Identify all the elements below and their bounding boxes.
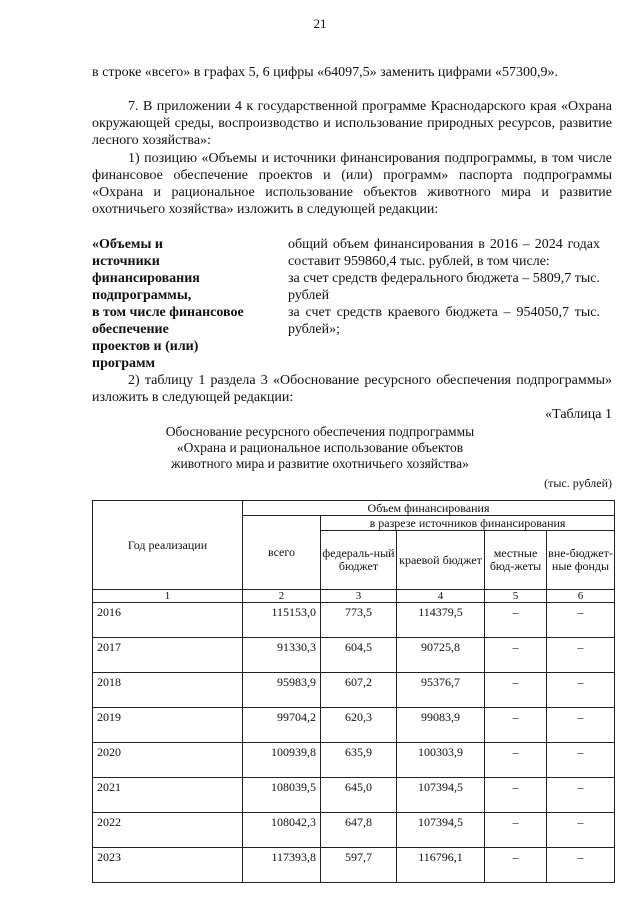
cell-local: –	[485, 813, 547, 848]
cell-year: 2020	[93, 743, 243, 778]
cell-total: 91330,3	[243, 638, 321, 673]
cell-local: –	[485, 743, 547, 778]
cell-local: –	[485, 673, 547, 708]
cell-local: –	[485, 778, 547, 813]
passport-value	[288, 236, 600, 338]
column-number: 3	[321, 590, 397, 603]
cell-federal: 773,5	[321, 603, 397, 638]
cell-federal: 607,2	[321, 673, 397, 708]
cell-regional: 95376,7	[397, 673, 485, 708]
cell-total: 99704,2	[243, 708, 321, 743]
passport-total-text: общий объем финансирования в 2016 – 2024 годах составит 959860,4 тыс. рублей, в том числе:	[288, 237, 600, 269]
column-number: 2	[243, 590, 321, 603]
cell-regional: 107394,5	[397, 778, 485, 813]
passport-label-line: источники	[92, 254, 160, 269]
cell-local: –	[485, 848, 547, 883]
cell-extra: –	[547, 603, 615, 638]
table-row	[93, 638, 615, 673]
cell-regional: 107394,5	[397, 813, 485, 848]
passport-label-line: проектов и (или)	[92, 339, 199, 354]
cell-federal: 647,8	[321, 813, 397, 848]
passport-federal-text: за счет средств федерального бюджета – 5809,7 тыс. рублей	[288, 271, 600, 303]
cell-local: –	[485, 638, 547, 673]
page-number: 21	[313, 16, 327, 31]
table-row	[93, 673, 615, 708]
cell-extra: –	[547, 638, 615, 673]
header-extra: вне-бюджет-ные фонды	[547, 531, 615, 590]
passport-label	[92, 236, 272, 372]
header-by-source: в разрезе источников финансирования	[321, 516, 615, 531]
cell-extra: –	[547, 848, 615, 883]
table-title: Обоснование ресурсного обеспечения подпрограммы «Охрана и рациональное использование объектов животного мира и развитие охотничьего хозяйства»	[165, 424, 475, 471]
cell-year: 2019	[93, 708, 243, 743]
cell-regional: 114379,5	[397, 603, 485, 638]
cell-regional: 100303,9	[397, 743, 485, 778]
cell-total: 117393,8	[243, 848, 321, 883]
table-note: «Таблица 1	[545, 407, 612, 422]
passport-label-line: программ	[92, 356, 156, 371]
cell-total: 108039,5	[243, 778, 321, 813]
table-row	[93, 848, 615, 883]
header-regional: краевой бюджет	[397, 531, 485, 590]
cell-federal: 645,0	[321, 778, 397, 813]
table-row	[93, 708, 615, 743]
passport-label-line: «Объемы и	[92, 237, 163, 252]
cell-year: 2017	[93, 638, 243, 673]
cell-extra: –	[547, 708, 615, 743]
column-number: 4	[397, 590, 485, 603]
header-volume: Объем финансирования	[243, 501, 615, 516]
cell-regional: 116796,1	[397, 848, 485, 883]
table-row	[93, 778, 615, 813]
column-number: 5	[485, 590, 547, 603]
passport-label-line: обеспечение	[92, 322, 169, 337]
cell-total: 100939,8	[243, 743, 321, 778]
passport-label-line: в том числе финансовое	[92, 305, 244, 320]
header-year: Год реализации	[93, 501, 243, 590]
cell-year: 2018	[93, 673, 243, 708]
cell-year: 2022	[93, 813, 243, 848]
cell-total: 108042,3	[243, 813, 321, 848]
column-number: 6	[547, 590, 615, 603]
cell-total: 115153,0	[243, 603, 321, 638]
cell-extra: –	[547, 673, 615, 708]
cell-year: 2023	[93, 848, 243, 883]
table-row	[93, 603, 615, 638]
cell-federal: 635,9	[321, 743, 397, 778]
passport-label-line: финансирования	[92, 271, 200, 286]
header-total: всего	[243, 516, 321, 590]
cell-federal: 597,7	[321, 848, 397, 883]
cell-regional: 90725,8	[397, 638, 485, 673]
cell-federal: 620,3	[321, 708, 397, 743]
financing-table	[92, 500, 615, 883]
cell-total: 95983,9	[243, 673, 321, 708]
paragraph-item-7: 7. В приложении 4 к государственной программе Краснодарского края «Охрана окружающей среды, воспроизводство и использование природных ресурсов, развитие лесного хозяйства»:	[92, 99, 612, 148]
column-number: 1	[93, 590, 243, 603]
cell-year: 2016	[93, 603, 243, 638]
cell-local: –	[485, 603, 547, 638]
passport-label-line: подпрограммы,	[92, 288, 192, 303]
cell-extra: –	[547, 778, 615, 813]
cell-local: –	[485, 708, 547, 743]
cell-year: 2021	[93, 778, 243, 813]
paragraph-replace-figures: в строке «всего» в графах 5, 6 цифры «64097,5» заменить цифрами «57300,9».	[92, 65, 559, 80]
cell-extra: –	[547, 813, 615, 848]
cell-federal: 604,5	[321, 638, 397, 673]
cell-regional: 99083,9	[397, 708, 485, 743]
table-row	[93, 743, 615, 778]
cell-extra: –	[547, 743, 615, 778]
passport-regional-text: за счет средств краевого бюджета – 954050,7 тыс. рублей»;	[288, 305, 600, 337]
header-local: местные бюд-жеты	[485, 531, 547, 590]
header-federal: федераль-ный бюджет	[321, 531, 397, 590]
paragraph-position-2: 2) таблицу 1 раздела 3 «Обоснование ресурсного обеспечения подпрограммы» изложить в следующей редакции:	[92, 373, 612, 405]
table-row	[93, 813, 615, 848]
units-note: (тыс. рублей)	[544, 476, 612, 490]
paragraph-position-1: 1) позицию «Объемы и источники финансирования подпрограммы, в том числе финансовое обеспечение проектов и (или) программ» паспорта подпрограммы «Охрана и рациональное использование объектов животного мира и развитие охотничьего хозяйства» изложить в следующей редакции:	[92, 151, 612, 217]
